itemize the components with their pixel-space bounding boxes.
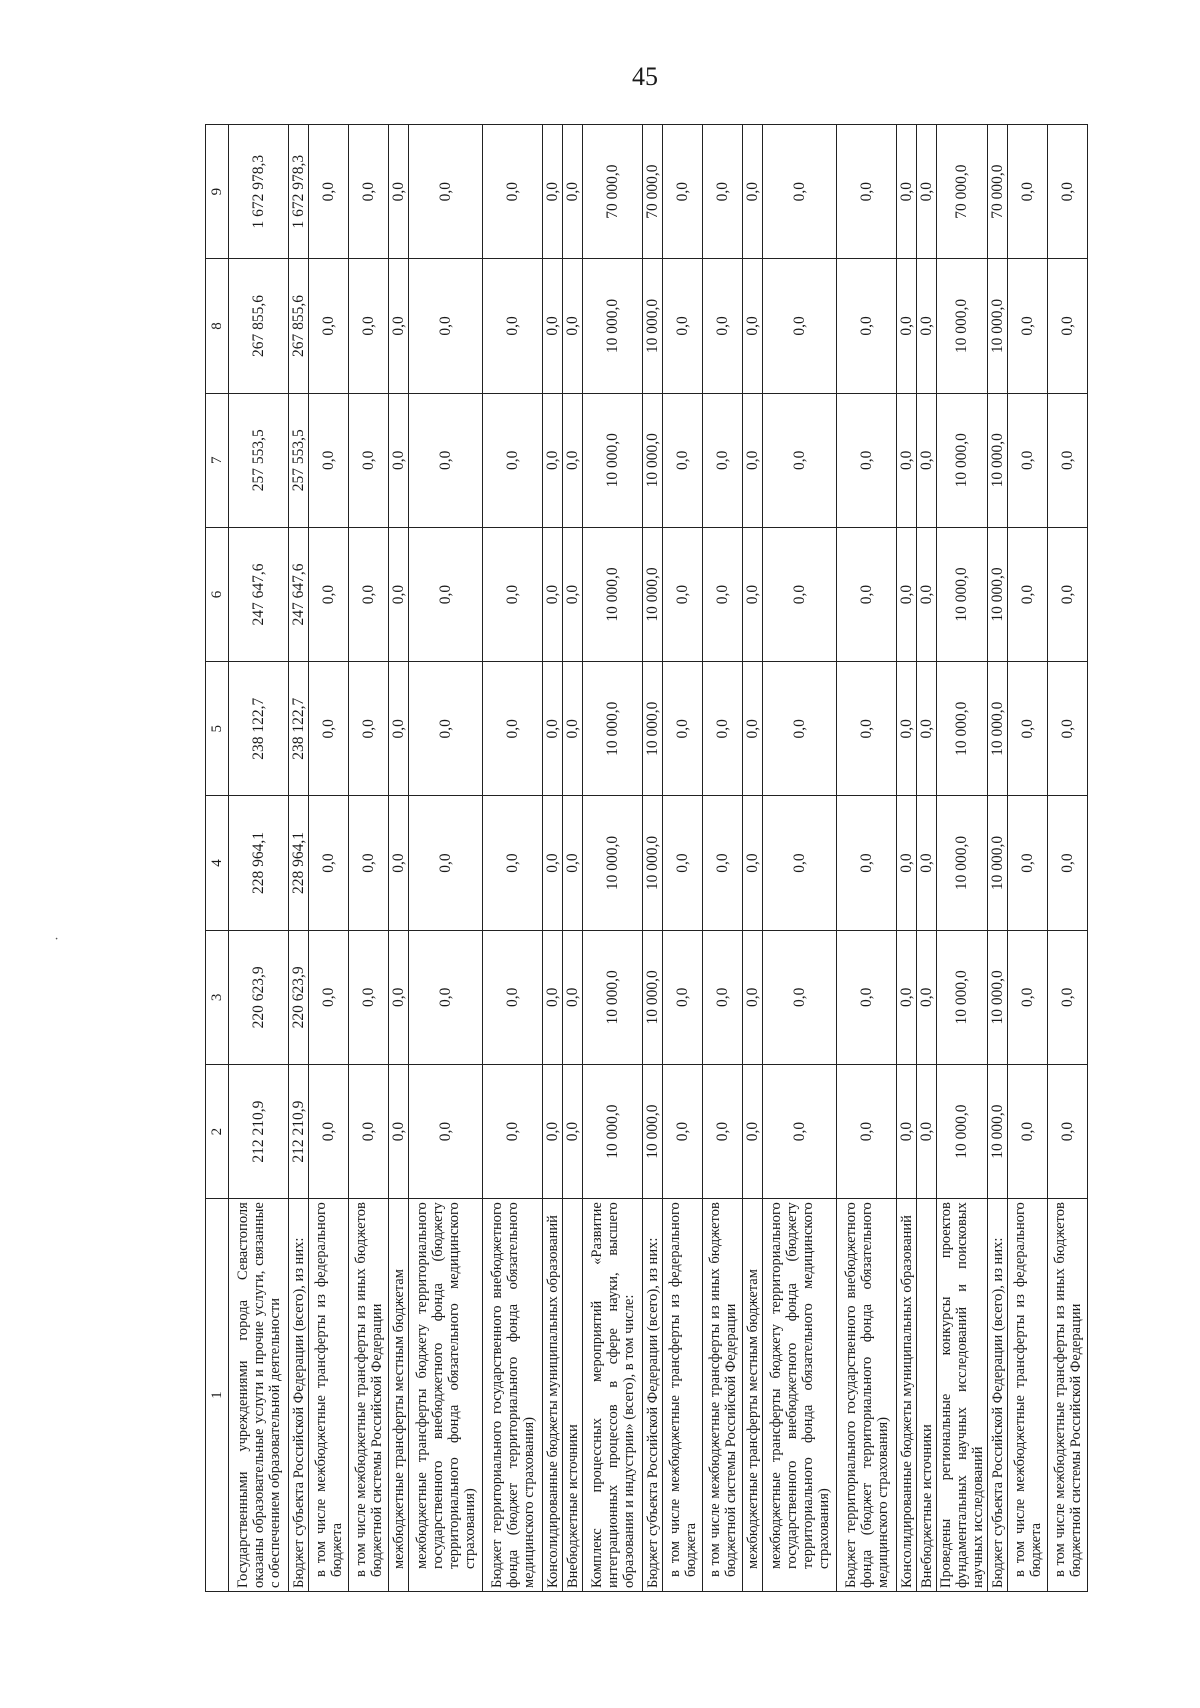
value-cell: 0,0 <box>663 796 703 930</box>
value-cell: 0,0 <box>703 259 743 393</box>
value-cell: 0,0 <box>389 259 409 393</box>
value-cell: 0,0 <box>743 259 763 393</box>
value-cell: 0,0 <box>837 1064 897 1198</box>
value-cell: 0,0 <box>763 259 837 393</box>
row-label: Консолидированные бюджеты муниципальных образований <box>543 1199 563 1592</box>
value-cell: 0,0 <box>1008 393 1048 527</box>
row-label: Внебюджетные источники <box>917 1199 937 1592</box>
row-label: в том числе межбюджетные трансферты из федерального бюджета <box>309 1199 349 1592</box>
row-label: в том числе межбюджетные трансферты из иных бюджетов бюджетной системы Российской Федерации <box>1048 1199 1088 1592</box>
value-cell: 10 000,0 <box>937 527 988 661</box>
value-cell: 0,0 <box>837 796 897 930</box>
value-cell: 0,0 <box>743 662 763 796</box>
value-cell: 10 000,0 <box>988 393 1008 527</box>
value-cell: 0,0 <box>1008 662 1048 796</box>
value-cell: 0,0 <box>563 393 583 527</box>
value-cell: 10 000,0 <box>988 527 1008 661</box>
value-cell: 10 000,0 <box>643 1064 663 1198</box>
table-row <box>663 125 703 1592</box>
value-cell: 0,0 <box>763 796 837 930</box>
value-cell: 0,0 <box>743 796 763 930</box>
value-cell: 0,0 <box>897 796 917 930</box>
value-cell: 0,0 <box>917 1064 937 1198</box>
column-header-1: 1 <box>206 1199 229 1592</box>
value-cell: 0,0 <box>1048 796 1088 930</box>
value-cell: 0,0 <box>703 125 743 259</box>
value-cell: 0,0 <box>663 259 703 393</box>
value-cell: 10 000,0 <box>643 259 663 393</box>
value-cell: 0,0 <box>563 125 583 259</box>
budget-table <box>205 124 1088 1592</box>
value-cell: 0,0 <box>1048 930 1088 1064</box>
column-header-2: 2 <box>206 1064 229 1198</box>
value-cell: 267 855,6 <box>229 259 289 393</box>
table-row <box>643 125 663 1592</box>
value-cell: 0,0 <box>389 662 409 796</box>
value-cell: 0,0 <box>917 125 937 259</box>
value-cell: 0,0 <box>409 125 483 259</box>
value-cell: 0,0 <box>543 662 563 796</box>
value-cell: 0,0 <box>483 1064 543 1198</box>
value-cell: 0,0 <box>763 527 837 661</box>
row-label: Бюджет территориального государственного внебюджетного фонда (бюджет территориального фонда обязательного медицинского страхования) <box>837 1199 897 1592</box>
value-cell: 1 672 978,3 <box>289 125 309 259</box>
table-row <box>409 125 483 1592</box>
value-cell: 10 000,0 <box>583 1064 643 1198</box>
row-label: Бюджет субъекта Российской Федерации (всего), из них: <box>988 1199 1008 1592</box>
row-label: в том числе межбюджетные трансферты из федерального бюджета <box>1008 1199 1048 1592</box>
value-cell: 0,0 <box>563 796 583 930</box>
value-cell: 0,0 <box>1048 1064 1088 1198</box>
value-cell: 0,0 <box>349 796 389 930</box>
table-row <box>563 125 583 1592</box>
value-cell: 0,0 <box>763 125 837 259</box>
value-cell: 0,0 <box>409 796 483 930</box>
value-cell: 0,0 <box>897 125 917 259</box>
table-row <box>229 125 289 1592</box>
value-cell: 70 000,0 <box>988 125 1008 259</box>
value-cell: 0,0 <box>389 125 409 259</box>
table-row <box>937 125 988 1592</box>
table-row <box>988 125 1008 1592</box>
value-cell: 10 000,0 <box>937 393 988 527</box>
value-cell: 0,0 <box>763 1064 837 1198</box>
table-row <box>1008 125 1048 1592</box>
value-cell: 0,0 <box>543 125 563 259</box>
row-label: Бюджет субъекта Российской Федерации (всего), из них: <box>289 1199 309 1592</box>
value-cell: 10 000,0 <box>937 796 988 930</box>
value-cell: 10 000,0 <box>643 930 663 1064</box>
table-row <box>309 125 349 1592</box>
value-cell: 0,0 <box>349 662 389 796</box>
value-cell: 0,0 <box>309 662 349 796</box>
value-cell: 0,0 <box>917 259 937 393</box>
table-row <box>583 125 643 1592</box>
value-cell: 1 672 978,3 <box>229 125 289 259</box>
table-row <box>289 125 309 1592</box>
table-row <box>917 125 937 1592</box>
value-cell: 0,0 <box>1008 796 1048 930</box>
value-cell: 10 000,0 <box>583 662 643 796</box>
value-cell: 0,0 <box>349 527 389 661</box>
table-row <box>543 125 563 1592</box>
value-cell: 220 623,9 <box>289 930 309 1064</box>
value-cell: 0,0 <box>309 125 349 259</box>
value-cell: 0,0 <box>483 930 543 1064</box>
value-cell: 228 964,1 <box>289 796 309 930</box>
value-cell: 257 553,5 <box>229 393 289 527</box>
row-label: межбюджетные трансферты местным бюджетам <box>389 1199 409 1592</box>
value-cell: 0,0 <box>1008 125 1048 259</box>
value-cell: 0,0 <box>409 930 483 1064</box>
value-cell: 0,0 <box>389 527 409 661</box>
table-row <box>389 125 409 1592</box>
row-label: Внебюджетные источники <box>563 1199 583 1592</box>
column-header-3: 3 <box>206 930 229 1064</box>
page-number: 45 <box>632 62 658 91</box>
value-cell: 0,0 <box>483 796 543 930</box>
value-cell: 0,0 <box>543 259 563 393</box>
value-cell: 0,0 <box>563 930 583 1064</box>
value-cell: 0,0 <box>663 393 703 527</box>
value-cell: 0,0 <box>1008 930 1048 1064</box>
value-cell: 0,0 <box>389 1064 409 1198</box>
value-cell: 0,0 <box>543 930 563 1064</box>
column-header-7: 7 <box>206 393 229 527</box>
header-row <box>206 125 229 1592</box>
value-cell: 0,0 <box>763 662 837 796</box>
value-cell: 0,0 <box>743 930 763 1064</box>
value-cell: 0,0 <box>543 1064 563 1198</box>
column-header-9: 9 <box>206 125 229 259</box>
row-label: Проведены региональные конкурсы проектов фундаментальных научных исследований и поисковых научных исследований <box>937 1199 988 1592</box>
column-header-5: 5 <box>206 662 229 796</box>
table-row <box>1048 125 1088 1592</box>
value-cell: 0,0 <box>663 1064 703 1198</box>
value-cell: 10 000,0 <box>583 527 643 661</box>
value-cell: 0,0 <box>763 393 837 527</box>
row-label: межбюджетные трансферты бюджету территориального государственного внебюджетного фонда (бюджету территориального фонда обязательного медицинского страхования) <box>763 1199 837 1592</box>
row-label: в том числе межбюджетные трансферты из иных бюджетов бюджетной системы Российской Федерации <box>703 1199 743 1592</box>
value-cell: 0,0 <box>309 527 349 661</box>
value-cell: 10 000,0 <box>937 1064 988 1198</box>
column-header-6: 6 <box>206 527 229 661</box>
value-cell: 0,0 <box>837 930 897 1064</box>
value-cell: 0,0 <box>917 796 937 930</box>
value-cell: 247 647,6 <box>289 527 309 661</box>
table-row <box>349 125 389 1592</box>
value-cell: 10 000,0 <box>988 930 1008 1064</box>
value-cell: 0,0 <box>703 1064 743 1198</box>
value-cell: 0,0 <box>703 527 743 661</box>
value-cell: 10 000,0 <box>937 930 988 1064</box>
value-cell: 0,0 <box>349 1064 389 1198</box>
value-cell: 0,0 <box>309 796 349 930</box>
value-cell: 212 210,9 <box>289 1064 309 1198</box>
value-cell: 0,0 <box>309 930 349 1064</box>
value-cell: 0,0 <box>917 930 937 1064</box>
value-cell: 0,0 <box>663 930 703 1064</box>
row-label: в том числе межбюджетные трансферты из иных бюджетов бюджетной системы Российской Федерации <box>349 1199 389 1592</box>
value-cell: 0,0 <box>743 1064 763 1198</box>
value-cell: 0,0 <box>837 259 897 393</box>
value-cell: 0,0 <box>743 393 763 527</box>
value-cell: 70 000,0 <box>583 125 643 259</box>
value-cell: 0,0 <box>897 259 917 393</box>
table-row <box>837 125 897 1592</box>
value-cell: 0,0 <box>409 259 483 393</box>
value-cell: 0,0 <box>483 259 543 393</box>
value-cell: 257 553,5 <box>289 393 309 527</box>
value-cell: 10 000,0 <box>988 662 1008 796</box>
value-cell: 0,0 <box>483 125 543 259</box>
value-cell: 0,0 <box>563 527 583 661</box>
table-row <box>483 125 543 1592</box>
value-cell: 10 000,0 <box>988 1064 1008 1198</box>
value-cell: 10 000,0 <box>988 259 1008 393</box>
value-cell: 0,0 <box>563 1064 583 1198</box>
value-cell: 220 623,9 <box>229 930 289 1064</box>
value-cell: 238 122,7 <box>289 662 309 796</box>
value-cell: 0,0 <box>483 393 543 527</box>
value-cell: 267 855,6 <box>289 259 309 393</box>
value-cell: 0,0 <box>543 527 563 661</box>
value-cell: 0,0 <box>837 125 897 259</box>
value-cell: 0,0 <box>1048 259 1088 393</box>
value-cell: 0,0 <box>897 930 917 1064</box>
value-cell: 0,0 <box>349 259 389 393</box>
value-cell: 70 000,0 <box>643 125 663 259</box>
value-cell: 10 000,0 <box>643 662 663 796</box>
value-cell: 10 000,0 <box>643 796 663 930</box>
value-cell: 0,0 <box>349 125 389 259</box>
value-cell: 0,0 <box>1008 1064 1048 1198</box>
value-cell: 0,0 <box>837 662 897 796</box>
value-cell: 0,0 <box>917 393 937 527</box>
value-cell: 0,0 <box>917 527 937 661</box>
row-label: Бюджет субъекта Российской Федерации (всего), из них: <box>643 1199 663 1592</box>
value-cell: 0,0 <box>703 662 743 796</box>
value-cell: 212 210,9 <box>229 1064 289 1198</box>
value-cell: 0,0 <box>763 930 837 1064</box>
value-cell: 0,0 <box>897 1064 917 1198</box>
table-row <box>897 125 917 1592</box>
value-cell: 10 000,0 <box>583 393 643 527</box>
value-cell: 0,0 <box>1048 125 1088 259</box>
value-cell: 0,0 <box>389 796 409 930</box>
row-label: межбюджетные трансферты местным бюджетам <box>743 1199 763 1592</box>
value-cell: 0,0 <box>1008 259 1048 393</box>
value-cell: 0,0 <box>897 527 917 661</box>
row-label: Консолидированные бюджеты муниципальных образований <box>897 1199 917 1592</box>
value-cell: 0,0 <box>1048 393 1088 527</box>
value-cell: 0,0 <box>409 1064 483 1198</box>
value-cell: 0,0 <box>389 930 409 1064</box>
value-cell: 10 000,0 <box>643 393 663 527</box>
value-cell: 0,0 <box>349 393 389 527</box>
value-cell: 0,0 <box>309 259 349 393</box>
value-cell: 0,0 <box>897 393 917 527</box>
table-row <box>743 125 763 1592</box>
rotated-table-container <box>205 124 1084 1592</box>
value-cell: 0,0 <box>917 662 937 796</box>
scan-mark: · <box>51 931 63 948</box>
value-cell: 247 647,6 <box>229 527 289 661</box>
column-header-4: 4 <box>206 796 229 930</box>
value-cell: 0,0 <box>349 930 389 1064</box>
value-cell: 0,0 <box>663 527 703 661</box>
value-cell: 10 000,0 <box>988 796 1008 930</box>
column-header-8: 8 <box>206 259 229 393</box>
value-cell: 238 122,7 <box>229 662 289 796</box>
value-cell: 0,0 <box>563 662 583 796</box>
value-cell: 10 000,0 <box>583 259 643 393</box>
row-label: Бюджет территориального государственного внебюджетного фонда (бюджет территориального фонда обязательного медицинского страхования) <box>483 1199 543 1592</box>
table-row <box>763 125 837 1592</box>
value-cell: 0,0 <box>309 393 349 527</box>
row-label: межбюджетные трансферты бюджету территориального государственного внебюджетного фонда (бюджету территориального фонда обязательного медицинского страхования) <box>409 1199 483 1592</box>
value-cell: 70 000,0 <box>937 125 988 259</box>
value-cell: 0,0 <box>663 125 703 259</box>
value-cell: 0,0 <box>743 527 763 661</box>
value-cell: 0,0 <box>743 125 763 259</box>
value-cell: 10 000,0 <box>583 796 643 930</box>
value-cell: 228 964,1 <box>229 796 289 930</box>
value-cell: 0,0 <box>563 259 583 393</box>
value-cell: 0,0 <box>483 527 543 661</box>
table-body <box>229 125 1088 1592</box>
value-cell: 10 000,0 <box>583 930 643 1064</box>
value-cell: 10 000,0 <box>937 259 988 393</box>
value-cell: 0,0 <box>703 930 743 1064</box>
row-label: Государственными учреждениями города Севастополя оказаны образовательные услуги и прочие услуги, связанные с обеспечением образовательной деятельности <box>229 1199 289 1592</box>
value-cell: 10 000,0 <box>643 527 663 661</box>
value-cell: 0,0 <box>897 662 917 796</box>
value-cell: 0,0 <box>389 393 409 527</box>
value-cell: 0,0 <box>1008 527 1048 661</box>
row-label: в том числе межбюджетные трансферты из федерального бюджета <box>663 1199 703 1592</box>
value-cell: 0,0 <box>837 393 897 527</box>
value-cell: 0,0 <box>409 662 483 796</box>
value-cell: 0,0 <box>663 662 703 796</box>
table-row <box>703 125 743 1592</box>
row-label: Комплекс процессных мероприятий «Развитие интеграционных процессов в сфере науки, высшего образования и индустрии» (всего), в том числе: <box>583 1199 643 1592</box>
value-cell: 0,0 <box>543 796 563 930</box>
value-cell: 0,0 <box>1048 662 1088 796</box>
value-cell: 0,0 <box>1048 527 1088 661</box>
value-cell: 0,0 <box>409 393 483 527</box>
value-cell: 10 000,0 <box>937 662 988 796</box>
value-cell: 0,0 <box>483 662 543 796</box>
value-cell: 0,0 <box>543 393 563 527</box>
value-cell: 0,0 <box>837 527 897 661</box>
value-cell: 0,0 <box>703 796 743 930</box>
value-cell: 0,0 <box>309 1064 349 1198</box>
value-cell: 0,0 <box>409 527 483 661</box>
value-cell: 0,0 <box>703 393 743 527</box>
